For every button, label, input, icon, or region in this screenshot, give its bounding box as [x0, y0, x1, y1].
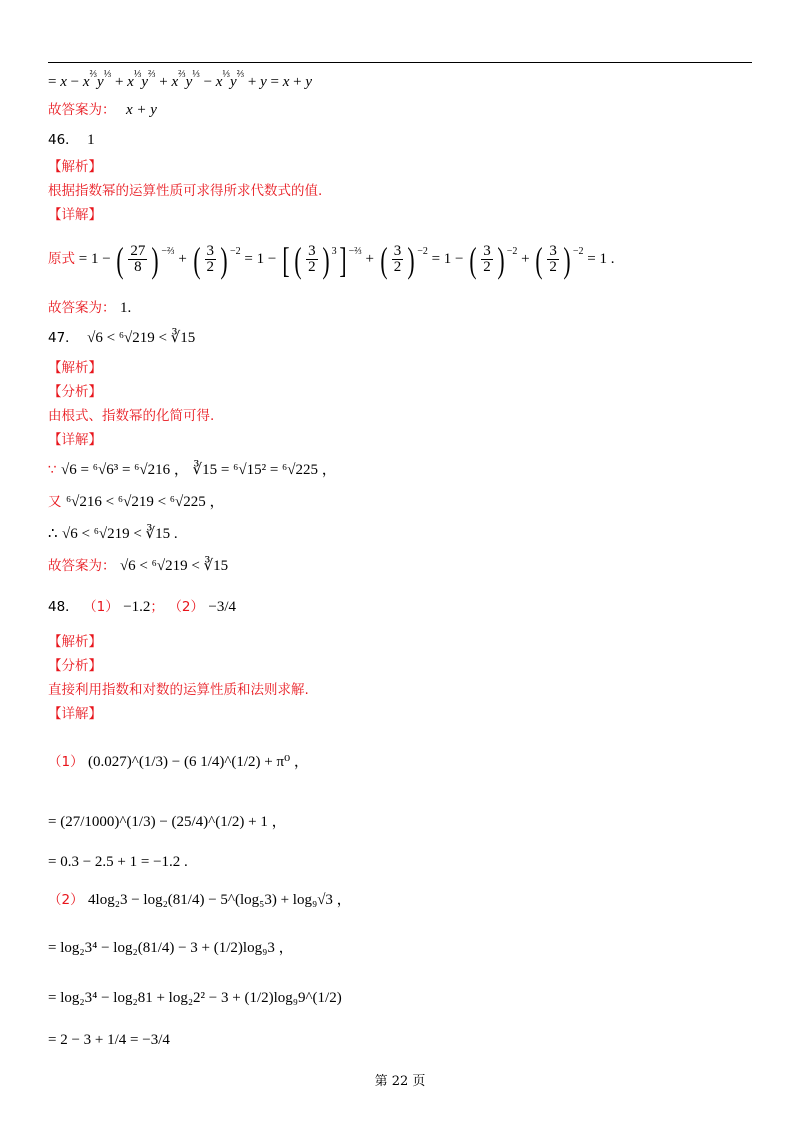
question-48-header [48, 597, 236, 617]
step-expression: = 0.3 − 2.5 + 1 = −1.2 . [48, 854, 188, 870]
q48-s2-line1 [48, 890, 352, 910]
final-label: 故答案为： [48, 558, 116, 574]
q48-s2-line3 [48, 988, 342, 1008]
question-answer: 1 [87, 132, 95, 148]
question-answer: √6 < ⁶√219 < ∛15 [87, 330, 196, 346]
step-expression: (0.027)^(1/3) − (6 1/4)^(1/2) + π⁰ ， [88, 754, 309, 770]
step-expression: = 2 − 3 + 1/4 = −3/4 [48, 1032, 170, 1048]
fenxi-header: 【分析】 [48, 384, 102, 400]
analysis-header: 【解析】 [48, 360, 102, 376]
step-expression: = log₂3⁴ − log₂81 + log₂2² − 3 + (1/2)log₉9^(1/2) [48, 990, 342, 1006]
analysis-header: 【解析】 [48, 634, 102, 650]
part2-value: −3/4 [208, 599, 237, 615]
fenxi-header: 【分析】 [48, 658, 102, 674]
step-expression: = log₂3⁴ − log₂(81/4) − 3 + (1/2)log₉3 ， [48, 940, 294, 956]
part1-label: （1） [83, 599, 119, 615]
answer-45 [48, 100, 157, 120]
part2-label: （2） [168, 599, 204, 615]
page-footer [0, 1070, 800, 1089]
q47-step1 [48, 460, 337, 480]
step-expression: √6 < ⁶√219 < ∛15 . [62, 526, 178, 542]
final-value: √6 < ⁶√219 < ∛15 [119, 558, 229, 574]
final-value: 1. [119, 300, 132, 316]
step-label: （1） [48, 754, 84, 770]
step-expression: 4log₂3 − log₂(81/4) − 5^(log₅3) + log₉√3 ， [88, 892, 352, 908]
step-expression: ⁶√216 < ⁶√219 < ⁶√225 ， [65, 494, 225, 510]
question-46-header [48, 130, 95, 150]
detail-label: 原式 [48, 250, 75, 267]
q46-final [48, 298, 131, 318]
answer-value: x + y [125, 102, 157, 118]
final-label: 故答案为： [48, 300, 116, 316]
expansion-line: = $x - x^{\frac{2}{3}}y^{\frac{1}{3}} + x^{\frac{1}{3}}y^{\frac{2}{3}} + x^{\frac{2}{3}}y^{\frac{1}{3}} - x^{\frac{1}{3}}y^{\frac{2}{3}} + y = x + y$ [48, 69, 313, 90]
q46-derivation: 原式 = 1 − ( $\frac{27}{8}$ ) $^{-\frac{2}{3}}$ + ( $\frac{3}{2}$ ) $^{-2}$ = 1 − [ ( $\frac{3}{2}$ ) $^3$] $^{-\frac{2}{3}}$ + ( $\frac{3}{2}$ ) $^{-2}$ = 1 − ( $\frac{3}{2}$ ) $^{-2}$ + ( $\frac{3}{2}$ ) $^{-2}$ = 1 . [48, 239, 615, 280]
part1-value: −1.2 [123, 599, 151, 615]
step-label: （2） [48, 892, 84, 908]
q48-s1-line2 [48, 812, 287, 832]
analysis-header: 【解析】 [48, 159, 102, 175]
detail-header: 【详解】 [48, 432, 102, 448]
analysis-text: 根据指数幂的运算性质可求得所求代数式的值. [48, 183, 323, 199]
separator: ； [150, 599, 164, 615]
question-47-header [48, 328, 195, 348]
page-number: 22 [391, 1074, 409, 1089]
footer-prefix: 第 [374, 1074, 388, 1089]
question-number: 46． [48, 132, 79, 148]
q47-final [48, 556, 228, 576]
header-rule [48, 62, 752, 63]
q48-s2-line4 [48, 1030, 170, 1050]
step-expression: √6 = ⁶√6³ = ⁶√216 ， ∛15 = ⁶√15² = ⁶√225 ， [61, 462, 337, 478]
footer-suffix: 页 [412, 1074, 426, 1089]
also-symbol: 又 [48, 494, 62, 510]
step-expression: = (27/1000)^(1/3) − (25/4)^(1/2) + 1 ， [48, 814, 287, 830]
q47-step3 [48, 524, 178, 544]
fenxi-text: 直接利用指数和对数的运算性质和法则求解. [48, 682, 309, 698]
because-symbol: ∵ [48, 462, 57, 478]
detail-header: 【详解】 [48, 706, 102, 722]
therefore-symbol: ∴ [48, 526, 58, 542]
question-number: 48． [48, 599, 79, 615]
answer-label: 故答案为： [48, 102, 116, 118]
detail-header: 【详解】 [48, 207, 102, 223]
q48-s1-line3 [48, 852, 188, 872]
q47-step2 [48, 492, 225, 512]
q48-s1-line1 [48, 752, 309, 772]
question-number: 47． [48, 330, 79, 346]
q48-s2-line2 [48, 938, 294, 958]
fenxi-text: 由根式、指数幂的化简可得. [48, 408, 215, 424]
